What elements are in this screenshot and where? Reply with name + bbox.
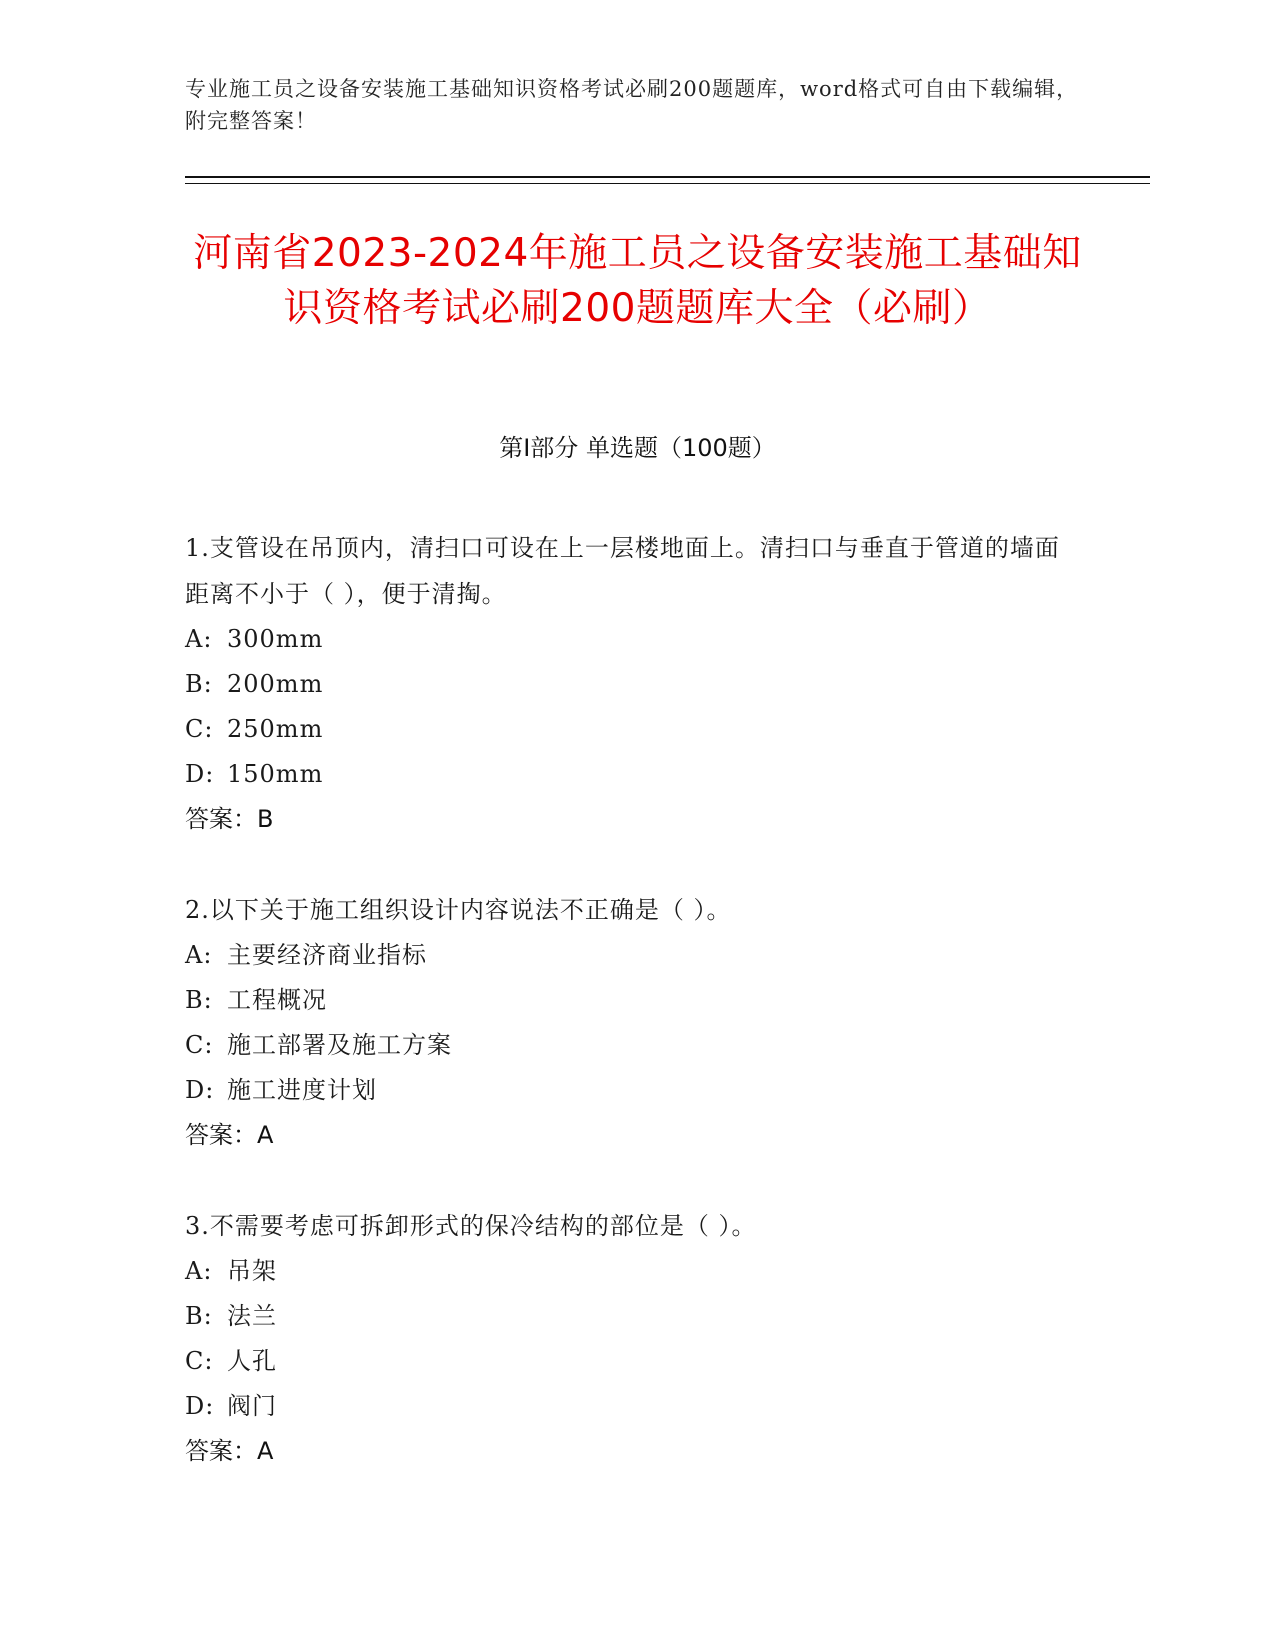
question-option [185,1339,1065,1384]
option-text: 300mm [227,625,324,653]
question-item [185,525,1065,842]
question-option [185,1294,1065,1339]
option-text: 主要经济商业指标 [227,941,427,969]
question-option [185,1249,1065,1294]
option-key: A: [185,941,213,969]
option-key: C: [185,1347,214,1375]
question-answer: 答案：A [185,1121,274,1149]
option-key: B: [185,670,213,698]
option-key: D: [185,1076,215,1104]
option-key: D: [185,1392,215,1420]
option-key: D: [185,760,215,788]
option-text: 人孔 [227,1347,277,1375]
question-stem: 2.以下关于施工组织设计内容说法不正确是（ ）。 [185,896,732,924]
option-text: 工程概况 [227,986,327,1014]
question-stem: 1.支管设在吊顶内，清扫口可设在上一层楼地面上。清扫口与垂直于管道的墙面距离不小于（ ），便于清掏。 [185,534,1060,608]
option-text: 阀门 [227,1392,277,1420]
option-text: 150mm [227,760,324,788]
option-text: 施工进度计划 [227,1076,377,1104]
option-text: 250mm [227,715,324,743]
option-key: C: [185,1031,214,1059]
option-text: 法兰 [227,1302,277,1330]
option-key: C: [185,715,214,743]
question-option [185,707,1065,752]
option-key: B: [185,986,213,1014]
question-item [185,887,1065,1158]
question-item [185,1203,1065,1474]
section-heading: 第I部分 单选题（100题） [499,434,776,462]
header-note: 专业施工员之设备安装施工基础知识资格考试必刷200题题库，word格式可自由下载编辑，附完整答案！ [185,77,1079,133]
option-text: 施工部署及施工方案 [227,1031,452,1059]
question-answer: 答案：B [185,805,274,833]
question-option [185,1384,1065,1429]
option-key: B: [185,1302,213,1330]
question-stem: 3.不需要考虑可拆卸形式的保冷结构的部位是（ ）。 [185,1212,757,1240]
option-text: 200mm [227,670,324,698]
question-option [185,662,1065,707]
document-title: 河南省2023-2024年施工员之设备安装施工基础知识资格考试必刷200题题库大全（必刷） [193,231,1082,331]
question-option [185,752,1065,797]
question-list [185,525,1065,1519]
question-option [185,978,1065,1023]
question-option [185,1068,1065,1113]
option-key: A: [185,625,213,653]
question-option [185,933,1065,978]
header-rule-thick [185,176,1150,178]
header-rule-thin [185,183,1150,184]
question-answer: 答案：A [185,1437,274,1465]
option-key: A: [185,1257,213,1285]
option-text: 吊架 [227,1257,277,1285]
question-option [185,1023,1065,1068]
question-option [185,617,1065,662]
